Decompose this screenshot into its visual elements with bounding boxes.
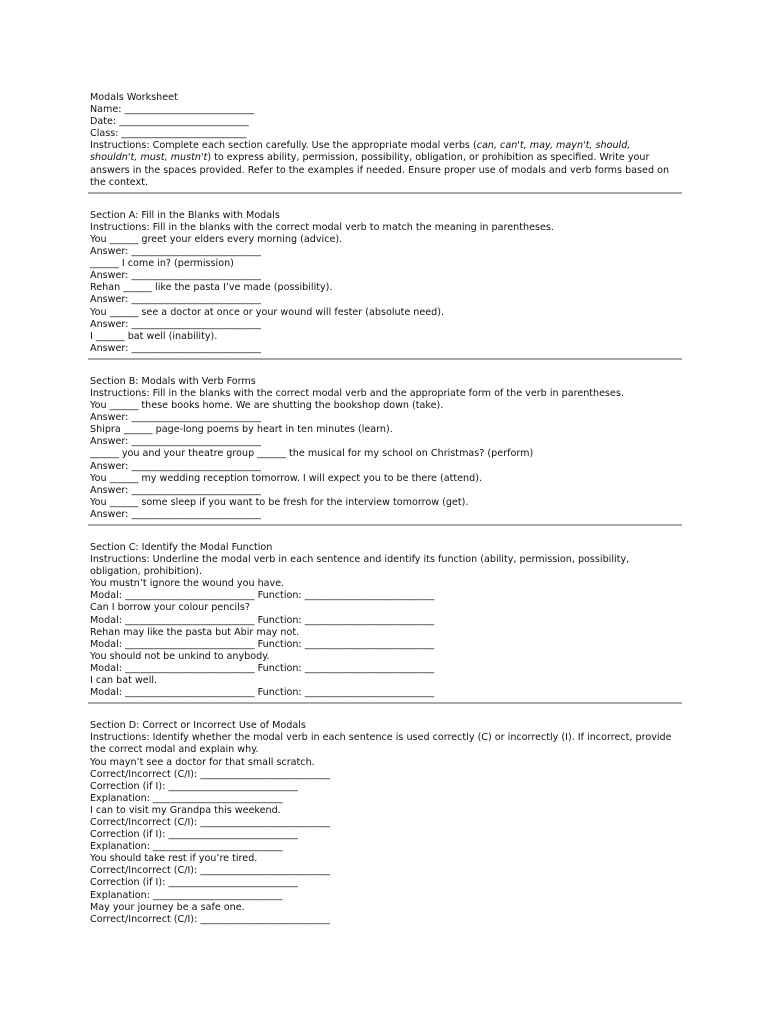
question: Rehan may like the pasta but Abir may not. xyxy=(90,626,300,638)
worksheet-title: Modals Worksheet xyxy=(90,92,178,103)
answer-line: Answer: ___________________________ xyxy=(90,342,261,354)
date-field: Date: ___________________________ xyxy=(90,116,249,128)
question: Shipra ______ page-long poems by heart in ten minutes (learn). xyxy=(90,424,393,436)
section-d-title: Section D: Correct or Incorrect Use of Modals xyxy=(90,720,306,732)
correct-incorrect-line: Correct/Incorrect (C/I): ___________________________ xyxy=(90,865,330,877)
modal-function-line: Modal: ___________________________ Function: ___________________________ xyxy=(90,638,435,650)
section-b-title: Section B: Modals with Verb Forms xyxy=(90,375,256,387)
answer-line: Answer: ___________________________ xyxy=(90,294,261,306)
answer-line: Answer: ___________________________ xyxy=(90,270,261,282)
section-c-title: Section C: Identify the Modal Function xyxy=(90,542,273,553)
question: You ______ see a doctor at once or your wound will fester (absolute need). xyxy=(90,306,445,318)
question: I can to visit my Grandpa this weekend. xyxy=(90,804,281,816)
question: Can I borrow your colour pencils? xyxy=(90,602,250,614)
question: You mustn’t ignore the wound you have. xyxy=(90,578,285,590)
question: You ______ my wedding reception tomorrow. I will expect you to be there (attend). xyxy=(90,472,483,484)
section-c xyxy=(90,542,680,699)
explanation-line: Explanation: ___________________________ xyxy=(90,792,283,804)
question: You ______ some sleep if you want to be fresh for the interview tomorrow (get). xyxy=(90,496,469,508)
worksheet-content xyxy=(90,92,680,926)
question: Rehan ______ like the pasta I’ve made (possibility). xyxy=(90,282,333,294)
answer-line: Answer: ___________________________ xyxy=(90,246,261,258)
section-d xyxy=(90,720,680,926)
answer-line: Answer: ___________________________ xyxy=(90,412,261,424)
answer-line: Answer: ___________________________ xyxy=(90,484,261,496)
modal-function-line: Modal: ___________________________ Function: ___________________________ xyxy=(90,687,435,699)
explanation-line: Explanation: ___________________________ xyxy=(90,841,283,853)
section-a-instructions: Instructions: Fill in the blanks with the correct modal verb to match the meaning in parentheses. xyxy=(90,221,554,233)
question: You ______ greet your elders every morning (advice). xyxy=(90,233,343,245)
question: ______ you and your theatre group ______ the musical for my school on Christmas? (perform) xyxy=(90,448,534,460)
modal-function-line: Modal: ___________________________ Function: ___________________________ xyxy=(90,662,435,674)
modal-list: can, can't, may, mayn't, should, shouldn't, must, mustn't xyxy=(90,140,631,164)
section-a xyxy=(90,210,680,355)
correction-line: Correction (if I): ___________________________ xyxy=(90,829,298,841)
question: I can bat well. xyxy=(90,675,158,687)
name-field: Name: ___________________________ xyxy=(90,104,255,116)
question: You ______ these books home. We are shutting the bookshop down (take). xyxy=(90,400,444,412)
correct-incorrect-line: Correct/Incorrect (C/I): ___________________________ xyxy=(90,816,330,828)
section-b-instructions: Instructions: Fill in the blanks with the correct modal verb and the appropriate form of the verb in parentheses. xyxy=(90,387,624,399)
question: You should take rest if you’re tired. xyxy=(90,853,258,865)
modal-function-line: Modal: ___________________________ Function: ___________________________ xyxy=(90,614,435,626)
class-field: Class: __________________________ xyxy=(90,128,247,140)
correction-line: Correction (if I): ___________________________ xyxy=(90,877,298,889)
answer-line: Answer: ___________________________ xyxy=(90,318,261,330)
question: You should not be unkind to anybody. xyxy=(90,650,270,662)
explanation-line: Explanation: ___________________________ xyxy=(90,889,283,901)
answer-line: Answer: ___________________________ xyxy=(90,460,261,472)
question: You mayn’t see a doctor for that small scratch. xyxy=(90,756,315,768)
correct-incorrect-line: Correct/Incorrect (C/I): ___________________________ xyxy=(90,768,330,780)
section-d-instructions: Instructions: Identify whether the modal verb in each sentence is used correctly (C) or incorrectly (I). If incorrect, provide the correct modal and explain why. xyxy=(90,732,672,756)
general-instructions: Instructions: Complete each section carefully. Use the appropriate modal verbs (can, can't, may, mayn't, should, shouldn't, must, mustn't) to express ability, permission, possibility, obligation, or prohibition as specified. Write your answers in the spaces provided. Refer to the examples if needed. Ensure proper use of modals and verb forms based on the context. xyxy=(90,140,670,188)
correct-incorrect-line: Correct/Incorrect (C/I): ___________________________ xyxy=(90,913,330,925)
answer-line: Answer: ___________________________ xyxy=(90,508,261,520)
correction-line: Correction (if I): ___________________________ xyxy=(90,780,298,792)
question: May your journey be a safe one. xyxy=(90,901,245,913)
question: I ______ bat well (inability). xyxy=(90,330,218,342)
section-c-instructions: Instructions: Underline the modal verb in each sentence and identify its function (ability, permission, possibility, obligation, prohibition). xyxy=(90,554,630,578)
section-a-title: Section A: Fill in the Blanks with Modals xyxy=(90,209,280,221)
question: ______ I come in? (permission) xyxy=(90,258,234,270)
section-b xyxy=(90,376,680,521)
modal-function-line: Modal: ___________________________ Function: ___________________________ xyxy=(90,590,435,602)
answer-line: Answer: ___________________________ xyxy=(90,436,261,448)
